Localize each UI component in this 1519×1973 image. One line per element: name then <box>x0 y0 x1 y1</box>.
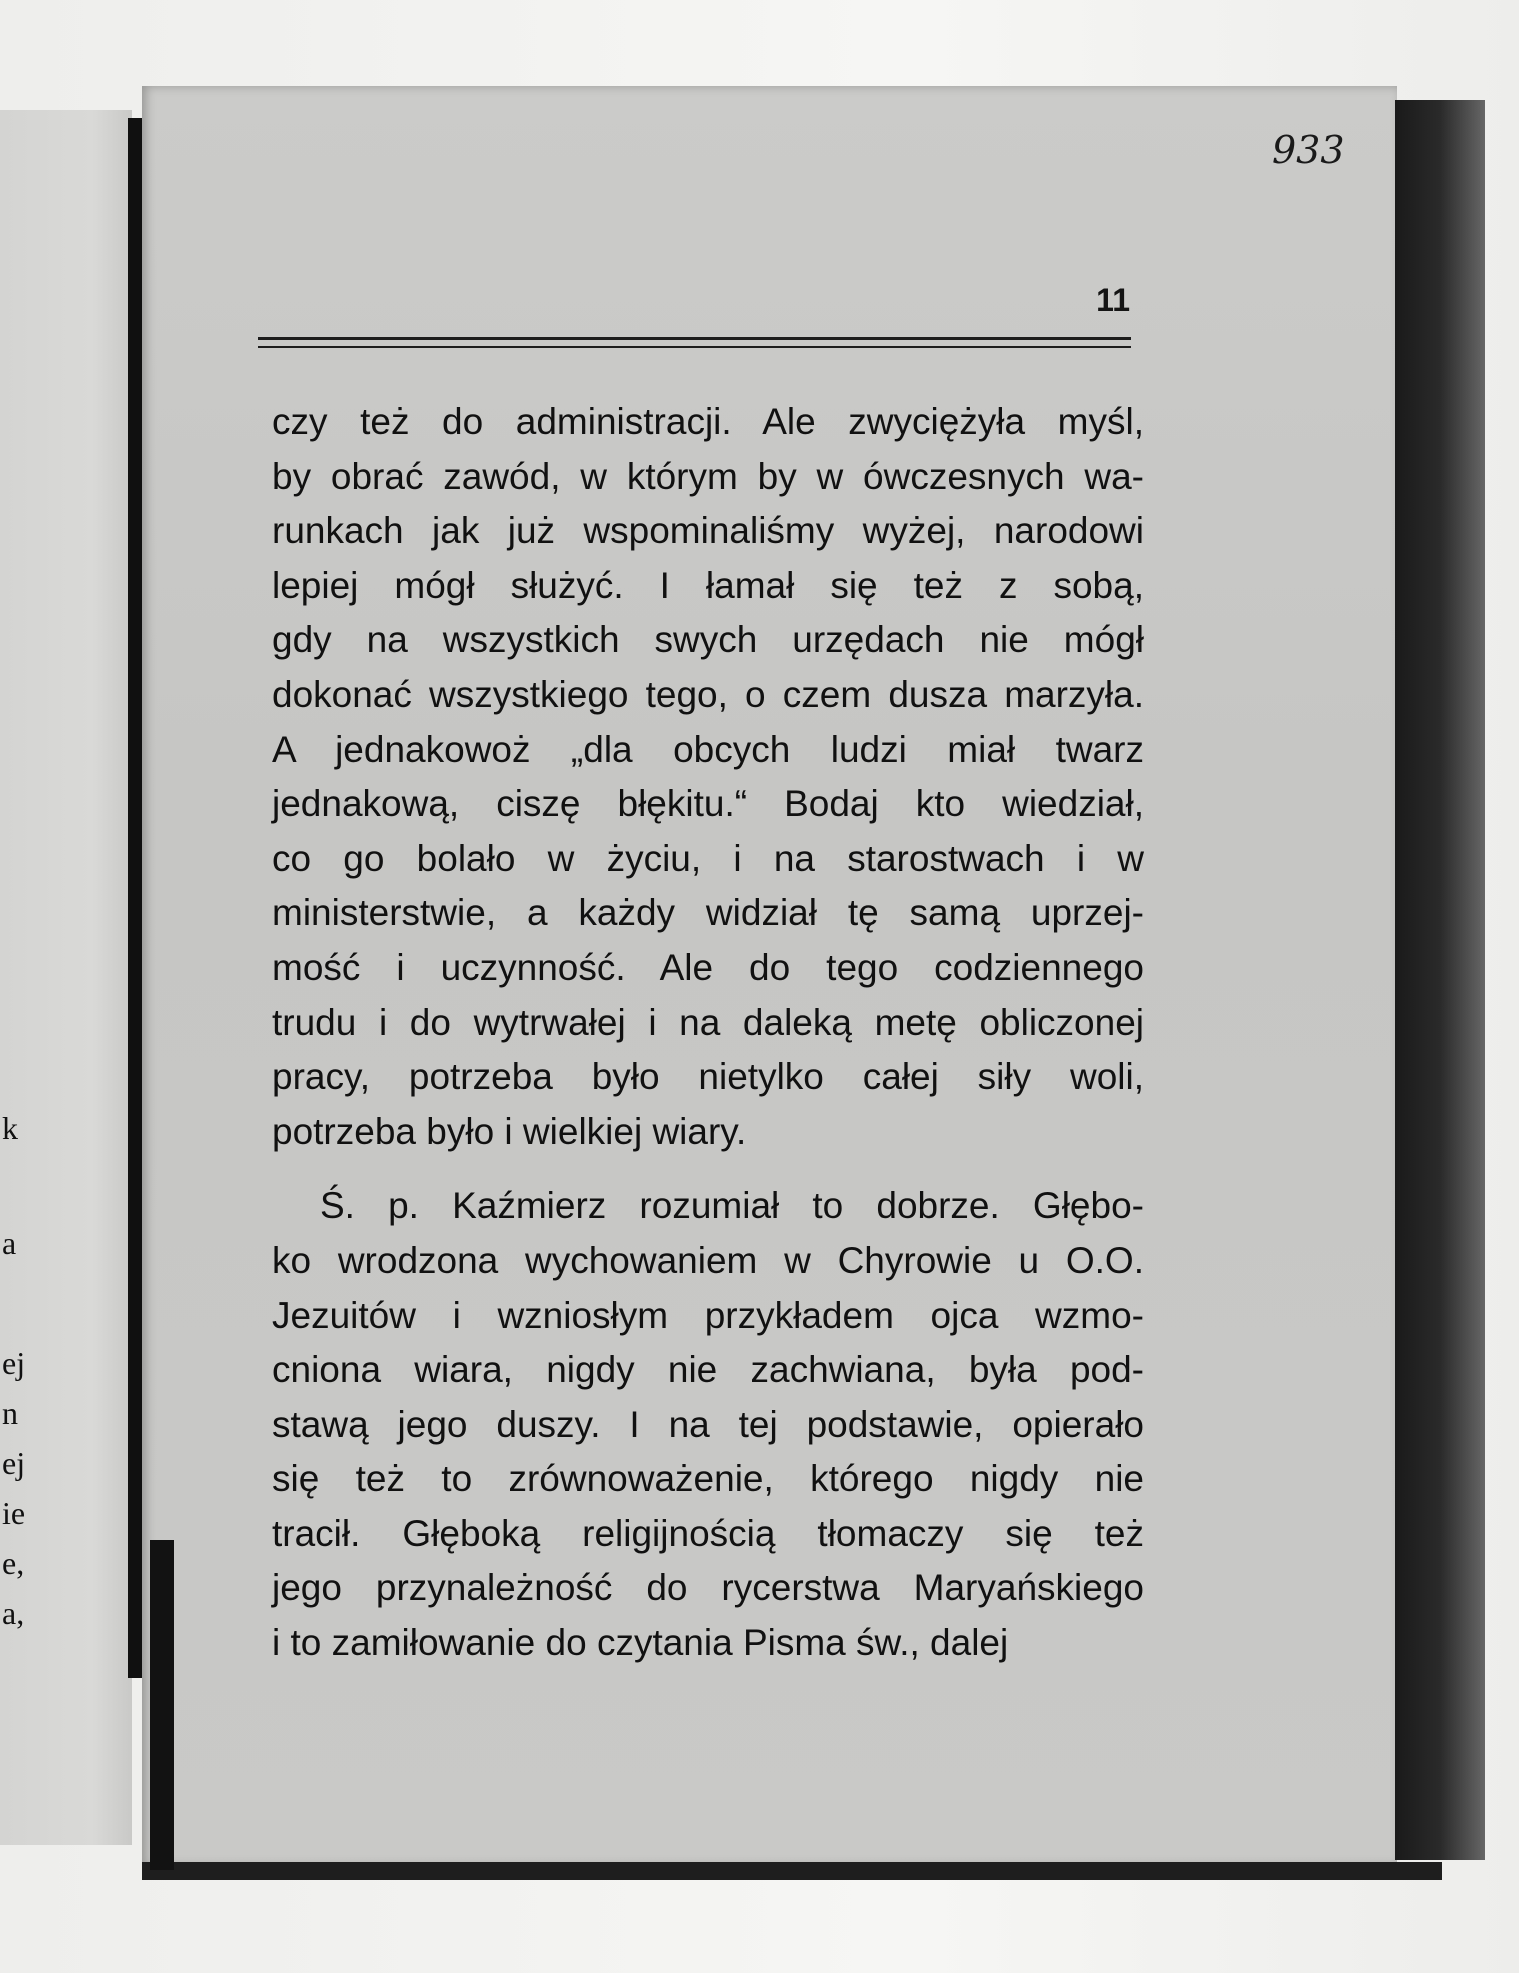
text-line: tracił. Głęboką religijnością tłomaczy się też <box>272 1512 1144 1554</box>
text-line: trudu i do wytrwałej i na daleką metę obliczonej <box>272 1001 1144 1043</box>
paragraph-gap <box>272 1159 1144 1179</box>
left-page-fragment: ie <box>2 1495 26 1531</box>
book-spine-lower <box>150 1540 174 1870</box>
paragraph <box>272 1179 1144 1670</box>
text-line: Jezuitów i wzniosłym przykładem ojca wzmo- <box>272 1294 1144 1336</box>
text-line: czy też do administracji. Ale zwyciężyła myśl, <box>272 401 1144 442</box>
left-page-fragment: e, <box>2 1545 25 1581</box>
left-page-fragment: a, <box>2 1595 25 1631</box>
header-rule-top <box>258 337 1131 340</box>
left-page-fragment: ej <box>2 1345 26 1381</box>
text-line: A jednakowoż „dla obcych ludzi miał twarz <box>272 728 1144 770</box>
text-line: jego przynależność do rycerstwa Maryańskiego <box>272 1567 1144 1609</box>
text-line: ministerstwie, a każdy widział tę samą uprzej- <box>272 892 1144 934</box>
text-line: by obrać zawód, w którym by w ówczesnych wa- <box>272 455 1144 497</box>
text-line: co go bolało w życiu, i na starostwach i w <box>272 837 1144 879</box>
text-line: mość i uczynność. Ale do tego codziennego <box>272 946 1144 988</box>
left-page-fragment: k <box>2 1110 18 1146</box>
paragraph <box>272 395 1144 1159</box>
text-line: ko wrodzona wychowaniem w Chyrowie u O.O. <box>272 1239 1144 1281</box>
text-line: jednakową, ciszę błękitu.“ Bodaj kto wiedział, <box>272 783 1144 825</box>
header-rule-bottom <box>258 346 1131 348</box>
left-page <box>0 110 132 1845</box>
left-page-text-fragments <box>0 110 132 1845</box>
text-line: runkach jak już wspominaliśmy wyżej, narodowi <box>272 510 1144 552</box>
body-text <box>272 395 1144 1671</box>
text-line: gdy na wszystkich swych urzędach nie mógł <box>272 619 1144 661</box>
text-line: dokonać wszystkiego tego, o czem dusza marzyła. <box>272 673 1144 715</box>
page-bottom-edge <box>142 1862 1442 1880</box>
book-spine <box>128 118 142 1678</box>
left-page-fragment: ej <box>2 1445 26 1481</box>
text-line: lepiej mógł służyć. I łamał się też z sobą, <box>272 564 1144 606</box>
page-shadow <box>1395 100 1485 1860</box>
left-page-fragment: n <box>2 1395 18 1431</box>
left-page-fragment: a <box>2 1225 17 1261</box>
text-line: stawą jego duszy. I na tej podstawie, opierało <box>272 1403 1144 1445</box>
text-line: cniona wiara, nigdy nie zachwiana, była pod- <box>272 1349 1144 1391</box>
text-line: się też to zrównoważenie, którego nigdy nie <box>272 1458 1144 1500</box>
archive-number: 933 <box>1272 128 1345 172</box>
text-line: Ś. p. Kaźmierz rozumiał to dobrze. Głębo- <box>320 1185 1144 1227</box>
text-line: potrzeba było i wielkiej wiary. <box>272 1110 747 1152</box>
page-number: 11 <box>1096 282 1130 318</box>
text-line: i to zamiłowanie do czytania Pisma św., dalej <box>272 1622 1009 1664</box>
text-line: pracy, potrzeba było nietylko całej siły woli, <box>272 1056 1144 1098</box>
